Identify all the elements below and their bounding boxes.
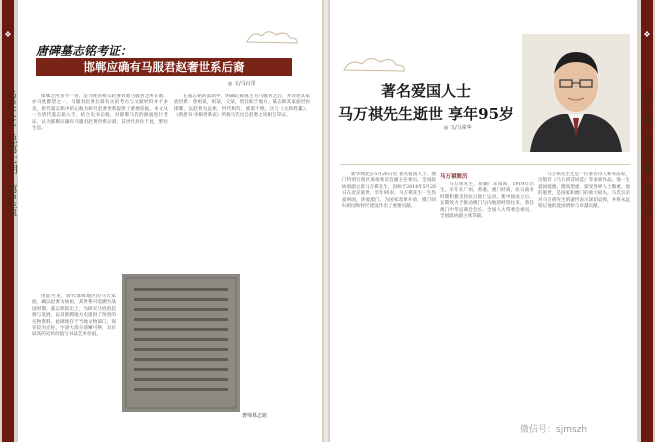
issue-label: 总第七期 (640, 134, 651, 174)
page-number: 第57页 (640, 184, 651, 217)
photo-caption: 奢师墓志铭 (242, 413, 268, 419)
stone-texture-image (122, 274, 240, 412)
band-ornament: ❖ (643, 30, 651, 39)
article-column-3 (538, 172, 630, 422)
cloud-ornament-icon (340, 52, 410, 76)
article-byline: ◎ 文/马荣华 (444, 125, 472, 131)
book-gutter (322, 0, 330, 442)
wechat-watermark: 微信号：sjmszh (520, 425, 588, 435)
article-column-3 (32, 294, 116, 424)
paragraph: 由此可见，唐代邯郸地区的马氏家族，确以赵奢为始祖，其世系可追溯至战国时期。墓志铭的出土，为研究马姓的起源与发展，以及邯郸地方史提供了珍贵的实物资料。此碑现存于当地文物部门，保存较为完好，字迹大部分清晰可辨，具有较高的史料价值与书法艺术价值。 (32, 294, 116, 338)
title-line-1: 著名爱国人士 (380, 82, 471, 100)
article-byline: ◎ 文/马百里 (228, 81, 256, 87)
portrait-photo (522, 34, 630, 152)
obituary-title-block (336, 80, 516, 124)
band-ornament: ❖ (4, 30, 12, 39)
article-column-2 (174, 94, 310, 290)
right-page (332, 16, 636, 426)
epitaph-rubbing-photo (122, 274, 240, 412)
section-label: 马史文化 (5, 90, 16, 126)
article-kicker: 唐碑墓志铭考证： (36, 44, 133, 58)
left-page (22, 16, 320, 426)
section-divider (340, 164, 630, 165)
article-column-1 (32, 94, 168, 290)
paragraph: 新华网北京5月26日电 著名爱国人士、澳门特别行政区筹备委员会副主任委员、全国政协原副主席马万祺先生，因病于2014年5月26日在北京逝世，享年95岁。马万祺先生一生热爱祖国，热爱澳门，为国家改革开放、澳门回归祖国和特区建设作出了重要贡献。 (342, 172, 436, 210)
article-headline: 邯郸应确有马服君赵奢世系后裔 (36, 58, 292, 76)
paragraph: 马万祺先生还是一位著名诗人和书法家，出版有《马万祺诗词选》等多部作品。他一生爱国爱澳，德高望重，深受各界人士敬重。他的逝世，是国家和澳门的重大损失。马氏宗亲对马万祺先生的逝世表示深切哀悼，并将永远铭记他的爱国情怀与卓越贡献。 (538, 172, 630, 210)
issue-label: 总第七期 (5, 134, 16, 174)
page-number: 第56页 (5, 184, 16, 217)
left-section-column (2, 90, 18, 217)
title-line-2: 马万祺先生逝世 享年95岁 (337, 105, 515, 123)
article-column-1 (342, 172, 436, 422)
section-label: 历史人物 (640, 90, 651, 126)
left-side-band (2, 0, 14, 442)
paragraph: 在墓志铭的落款中，明确记载墓主为马服君之后，并详述其家族世系：曾祖某，祖某，父某，皆任职于地方。墓志称其家族世居邯郸，以赵奢为远祖，世代相传，族谱不绝。这与《元和姓纂》、《新唐书·宰相世系表》所载马氏出自赵奢之说相互印证。 (174, 94, 310, 119)
paragraph: 邯郸之所管今一带，是马姓的祖宗赵奢封地马服君之所在地，亦马姓郡望之一。马服君赵奢后裔有关的考古与文献材料并不多见，唐代墓志铭中的记载为研究赵奢世系提供了重要依据。本文从一方唐代墓志铭入手，结合史书记载，对邯郸马氏的源流进行考证，认为邯郸应确有马服君赵奢世系后裔，其世代居住于此，繁衍生息。 (32, 94, 168, 132)
paragraph: 马万祺先生，原籍广东南海，1919年出生。早年在广州、香港、澳门经商，抗日战争时期积极支持抗日救亡运动。新中国成立后，长期致力于推动澳门与内地的经贸往来，曾任澳门中华总商会会长、全国人大常委会委员、全国政协副主席等职。 (440, 182, 534, 220)
section-subhead: 马万祺简历 (440, 174, 468, 180)
right-side-band (641, 0, 653, 442)
man-portrait-image (522, 34, 630, 152)
right-section-column (637, 90, 653, 217)
article-column-2 (440, 182, 534, 422)
cloud-ornament-icon (242, 26, 302, 48)
